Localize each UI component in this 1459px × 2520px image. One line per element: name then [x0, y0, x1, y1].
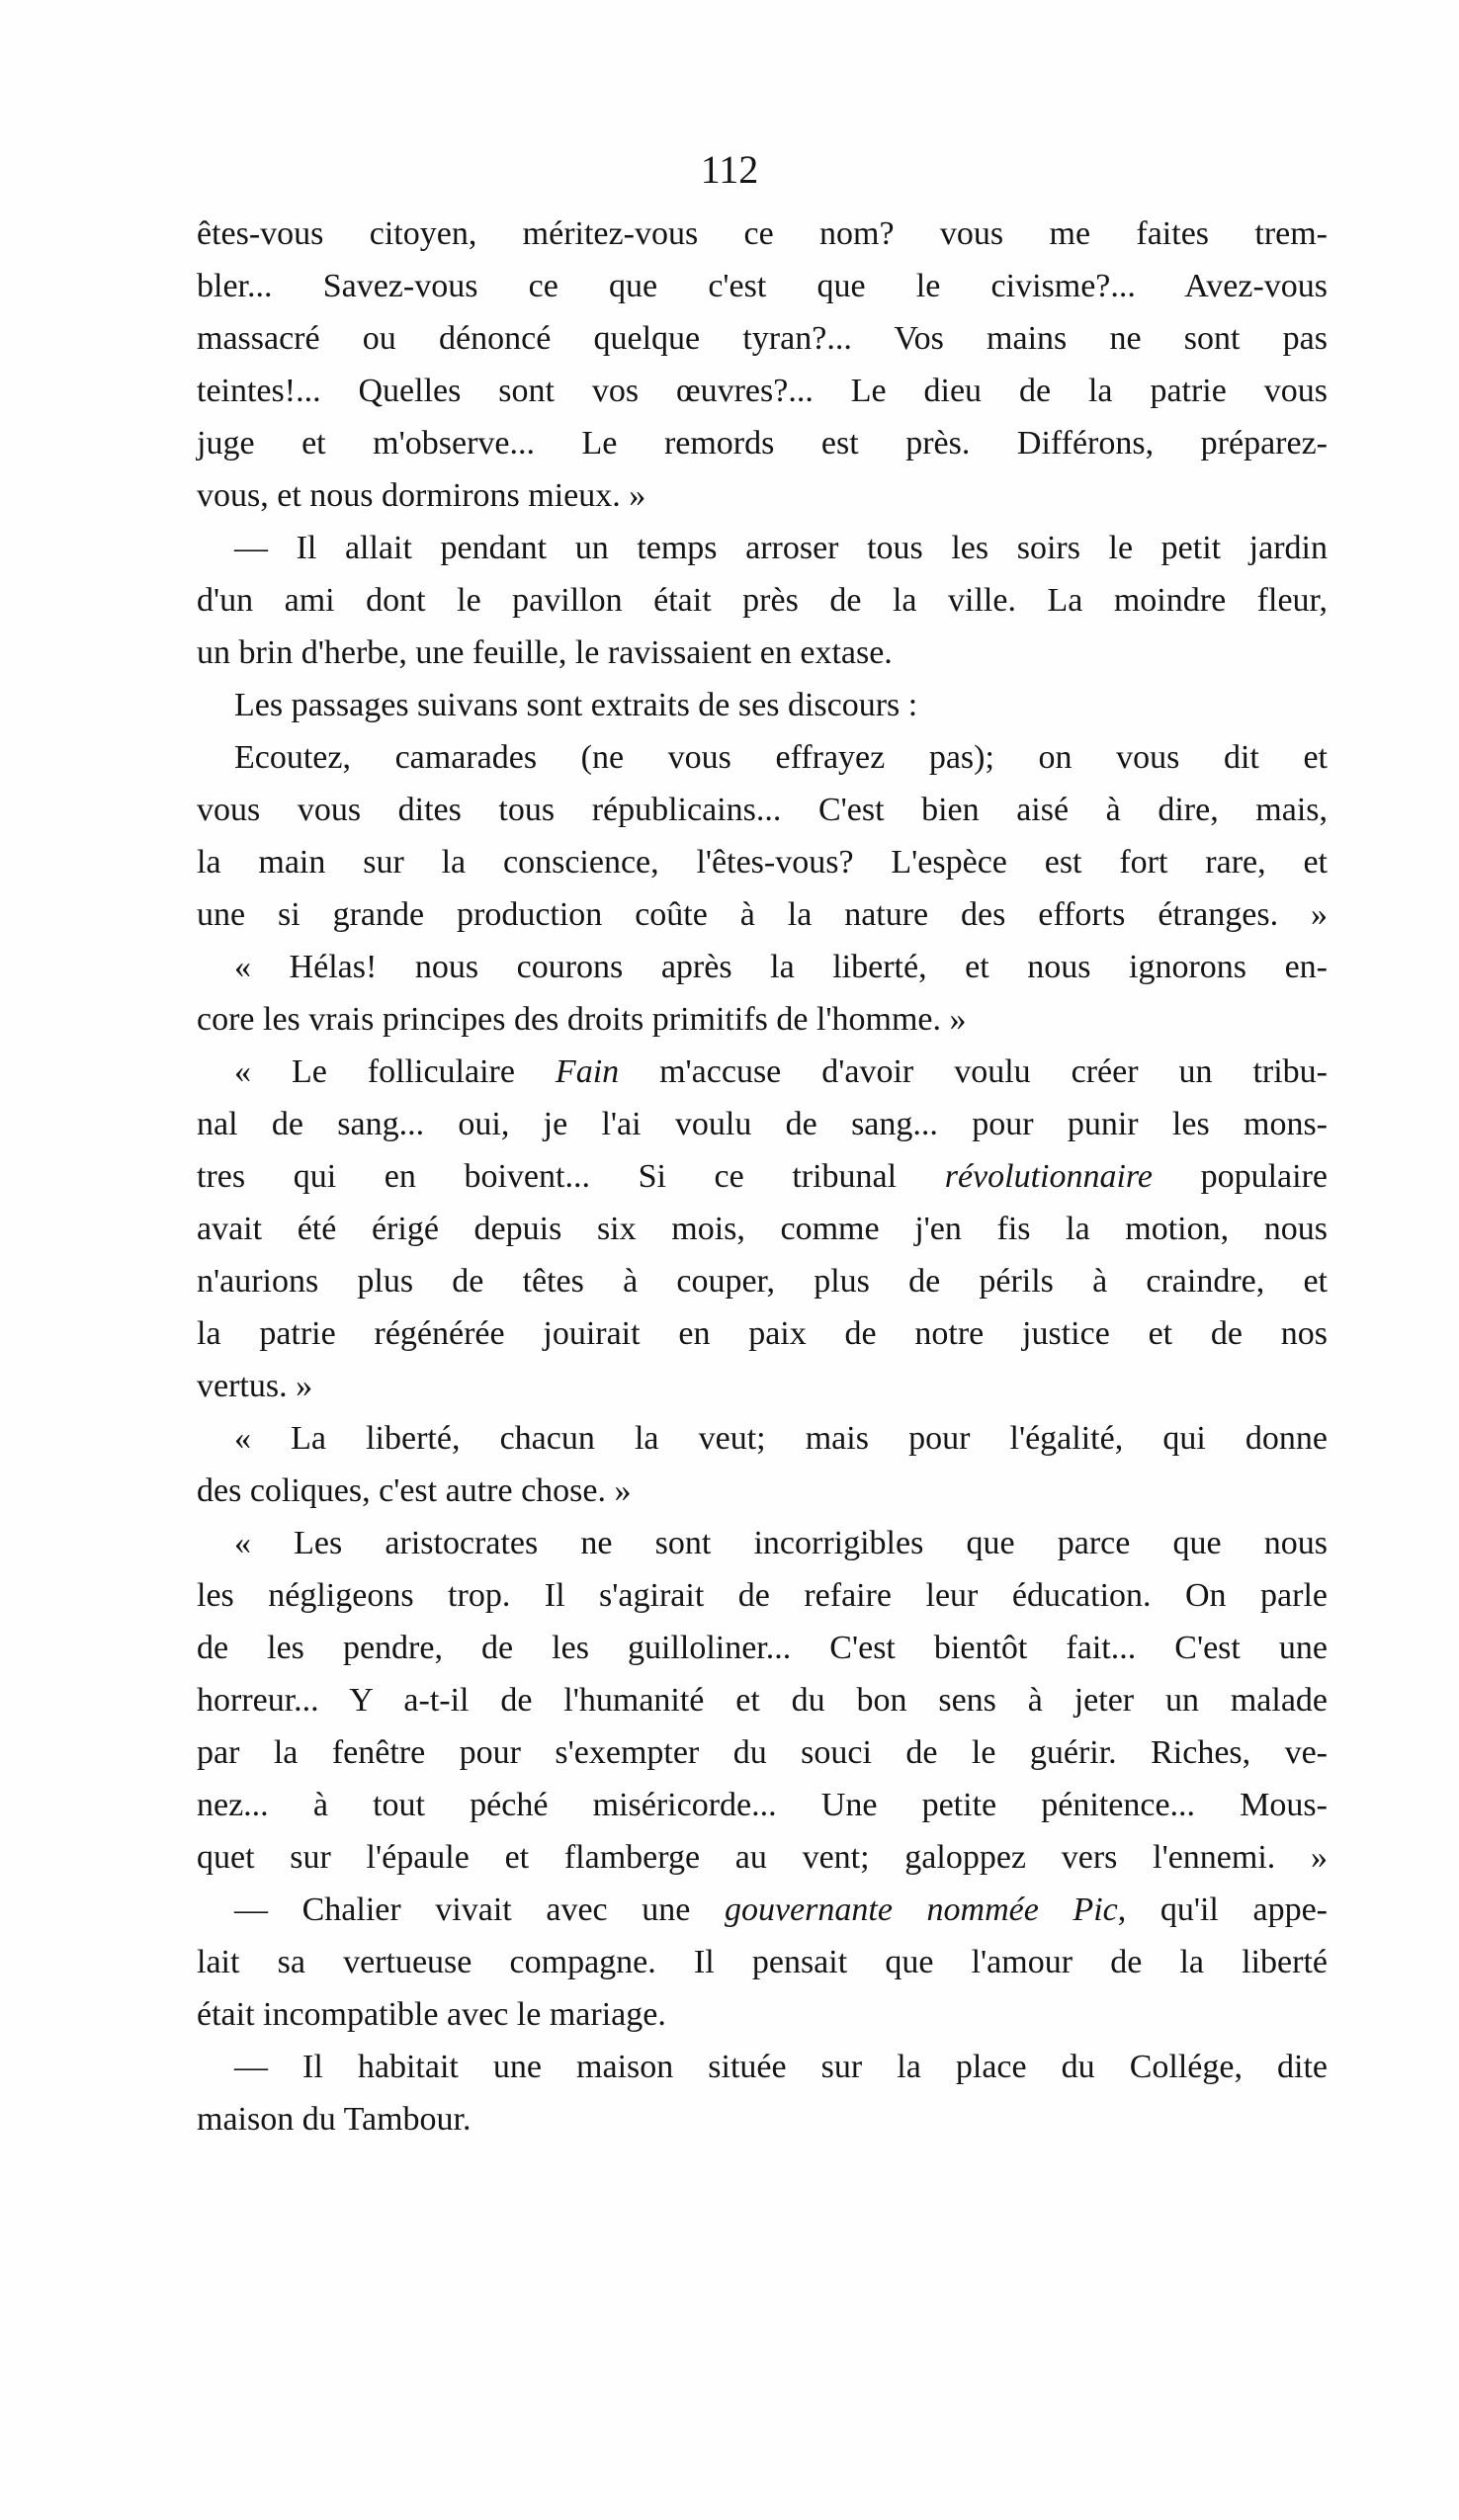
text-line: était incompatible avec le mariage. [197, 1996, 666, 2033]
page-number: 112 [700, 147, 759, 192]
text-line: maison du Tambour. [197, 2101, 472, 2138]
text-line: nal de sang... oui, je l'ai voulu de sang... pour punir les mons- [197, 1106, 1328, 1142]
text-line: de les pendre, de les guilloliner... C'est bientôt fait... C'est une [197, 1630, 1328, 1666]
line-segment: — Chalier vivait avec une [234, 1891, 725, 1928]
line-segment: populaire [1152, 1158, 1328, 1195]
text-line: par la fenêtre pour s'exempter du souci de le guérir. Riches, ve- [197, 1734, 1328, 1771]
text-line: « Les aristocrates ne sont incorrigibles que parce que nous [234, 1525, 1328, 1561]
text-line: vous vous dites tous républicains... C'est bien aisé à dire, mais, [197, 792, 1328, 828]
text-line: des coliques, c'est autre chose. » [197, 1472, 632, 1509]
text-line: teintes!... Quelles sont vos œuvres?... Le dieu de la patrie vous [197, 373, 1328, 409]
text-line: vertus. » [197, 1368, 313, 1404]
text-line: un brin d'herbe, une feuille, le ravissaient en extase. [197, 634, 893, 671]
text-line: vous, et nous dormirons mieux. » [197, 477, 646, 514]
text-line: massacré ou dénoncé quelque tyran?... Vos mains ne sont pas [197, 320, 1328, 357]
text-line: bler... Savez-vous ce que c'est que le civisme?... Avez-vous [197, 268, 1328, 304]
line-segment: tres qui en boivent... Si ce tribunal [197, 1158, 945, 1195]
text-line: « Hélas! nous courons après la liberté, et nous ignorons en- [234, 949, 1328, 985]
text-line [197, 1884, 1328, 1936]
text-line: juge et m'observe... Le remords est près. Différons, préparez- [197, 425, 1328, 462]
text-line: lait sa vertueuse compagne. Il pensait que l'amour de la liberté [197, 1944, 1328, 1980]
italic-phrase: gouvernante nommée Pic [724, 1891, 1118, 1928]
line-segment: « Le folliculaire [234, 1053, 556, 1090]
text-line: les négligeons trop. Il s'agirait de refaire leur éducation. On parle [197, 1577, 1328, 1614]
text-line: nez... à tout péché miséricorde... Une petite pénitence... Mous- [197, 1787, 1328, 1823]
text-line: avait été érigé depuis six mois, comme j'en fis la motion, nous [197, 1211, 1328, 1247]
line-segment: , qu'il appe- [1117, 1891, 1328, 1928]
text-line: d'un ami dont le pavillon était près de la ville. La moindre fleur, [197, 582, 1328, 619]
text-line: « La liberté, chacun la veut; mais pour l'égalité, qui donne [234, 1420, 1328, 1457]
text-line: core les vrais principes des droits primitifs de l'homme. » [197, 1001, 967, 1038]
text-line: quet sur l'épaule et flamberge au vent; galoppez vers l'ennemi. » [197, 1839, 1328, 1876]
text-line: — Il allait pendant un temps arroser tous les soirs le petit jardin [234, 530, 1328, 566]
text-line [197, 1046, 1328, 1098]
italic-name: Fain [555, 1053, 620, 1090]
text-line: Les passages suivans sont extraits de ses discours : [234, 687, 918, 723]
text-line: n'aurions plus de têtes à couper, plus de périls à craindre, et [197, 1263, 1328, 1300]
text-line: la main sur la conscience, l'êtes-vous? L'espèce est fort rare, et [197, 844, 1328, 881]
text-line: Ecoutez, camarades (ne vous effrayez pas); on vous dit et [234, 739, 1328, 776]
text-line: êtes-vous citoyen, méritez-vous ce nom? vous me faites trem- [197, 215, 1328, 252]
text-line: — Il habitait une maison située sur la place du Collége, dite [234, 2049, 1328, 2085]
italic-word: révolutionnaire [944, 1158, 1153, 1195]
text-line [197, 1150, 1328, 1203]
text-line: horreur... Y a-t-il de l'humanité et du bon sens à jeter un malade [197, 1682, 1328, 1719]
text-line: une si grande production coûte à la nature des efforts étranges. » [197, 896, 1328, 933]
body-text [197, 208, 1328, 2145]
line-segment: m'accuse d'avoir voulu créer un tribu- [619, 1053, 1328, 1090]
text-line: la patrie régénérée jouirait en paix de notre justice et de nos [197, 1315, 1328, 1352]
